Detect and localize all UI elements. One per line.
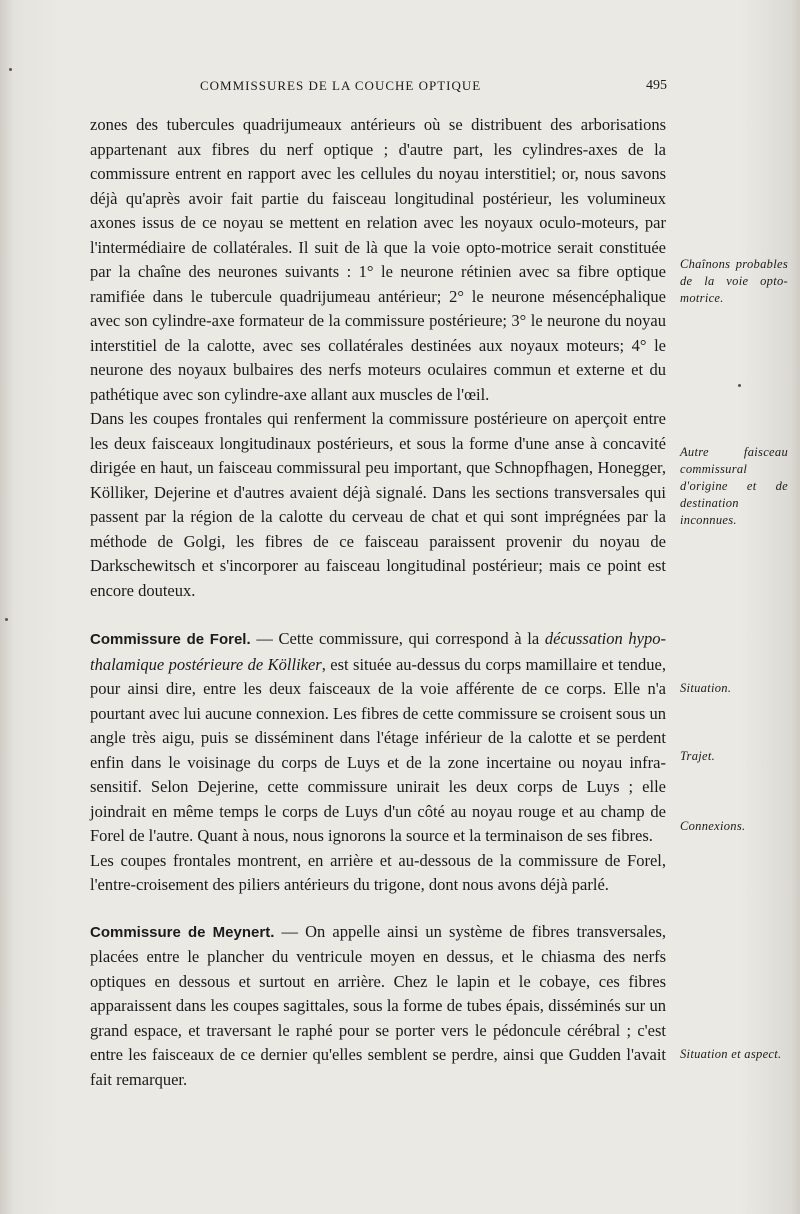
paragraph-commissure-forel [90,627,666,849]
forel-text-b: , est située au-dessus du corps mamillaire et tendue, pour ainsi dire, entre les deux faisceaux de la voie afférente de ce corps. Elle n'a pourtant avec lui aucune connexion. Les fibres de cette commissure se croisent sous un angle très aigu, puis se disséminent dans l'étage inférieur de la calotte et se perdent enfin dans le voisinage du corps de Luys et de la zone incertaine ou noyau infra-sensitif. Selon Dejerine, cette commissure unirait les deux corps de Luys ; elle joindrait en même temps le corps de Luys d'un côté au noyau rouge et au champ de Forel de l'autre. Quant à nous, nous ignorons la source et la terminaison de ses fibres. [90,654,666,845]
running-head: COMMISSURES DE LA COUCHE OPTIQUE [200,78,482,93]
page-number: 495 [646,78,667,93]
paragraph-faisceau-commissural-text: Dans les coupes frontales qui renferment la commissure postérieure on aperçoit entre les deux faisceaux longitudinaux postérieurs, et sous la forme d'une anse à concavité dirigée en haut, un faisceau commissural peu important, que Schnopfhagen, Honegger, Kölliker, Dejerine et d'autres avaient déjà signalé. Dans les sections transversales qui passent par la région de la calotte du cerveau de chat et qui sont imprégnées par la méthode de Golgi, les fibres de ce faisceau paraissent provenir du noyau de Darkschewitsch et s'incorporer au faisceau longitudinal postérieur; mais ce point est encore douteux. [90,409,666,600]
section-heading-meynert: Commissure de Meynert. [90,923,275,941]
section-heading-forel: Commissure de Forel. [90,631,251,648]
forel-text-italic: décussation hypo-thalamique postérieure de Kölliker [90,629,666,674]
scan-speck [9,68,12,71]
margin-note-situation-aspect: Situation et aspect. [680,1047,782,1061]
margin-note-chainons: Chaînons probables de la voie opto-motrice. [680,257,788,305]
scan-speck [5,618,8,621]
section-gap [90,603,666,627]
margin-note-trajet: Trajet. [680,749,716,763]
body-text [90,113,666,1092]
meynert-text: — On appelle ainsi un système de fibres transversales, placées entre le plancher du ventricule moyen en dessus, et le chiasma des nerfs optiques en dessous et surtout en arrière. Chez le lapin et le cobaye, ces fibres apparaissent dans les coupes sagittales, sous la forme de tubes épais, disséminés sur un grand espace, et traversant le raphé pour se porter vers le pédoncule cérébral ; c'est entre les faisceaux de ce dernier qu'elles semblent se perdre, ainsi que Gudden l'avait fait remarquer. [90,921,667,1089]
scan-speck [738,384,741,387]
margin-note-connexions: Connexions. [680,819,746,833]
margin-note-autre-faisceau: Autre faisceau commissural d'origine et de destination inconnues. [680,445,788,527]
forel-text-a: — Cette commissure, qui correspond à la [250,629,545,648]
paragraph-coupes-frontales: Les coupes frontales montrent, en arrière et au-dessous de la commissure de Forel, l'entre-croisement des piliers antérieurs du trigone, dont nous avons déjà parlé. [90,850,666,894]
paragraph-voie-opto-motrice: zones des tubercules quadrijumeaux antérieurs où se distribuent des arborisations appartenant aux fibres du nerf optique ; d'autre part, les cylindres-axes de la commissure entrent en rapport avec les cellules du noyau interstitiel; or, nous savons déjà qu'après avoir fait partie du faisceau longitudinal postérieur, les volumineux axones issus de ce noyau se mettent en relation avec les noyaux oculo-moteurs, par l'intermédiaire de collatérales. Il suit de là que la voie opto-motrice serait constituée par la chaîne des neurones suivants : 1° le neurone rétinien avec sa fibre optique ramifiée dans le tubercule quadrijumeau antérieur; 2° le neurone mésencéphalique avec son cylindre-axe formateur de la commissure postérieure; 3° le neurone du noyau interstitiel de la calotte, avec ses collatérales destinées aux noyaux moteurs; 4° le neurone des noyaux bulbaires des nerfs moteurs oculaires commun et externe et du pathétique avec son cylindre-axe allant aux muscles de l'œil. [90,115,666,404]
section-gap [90,898,666,920]
paragraph-faisceau-commissural [90,407,666,603]
paragraph-commissure-meynert [90,920,666,1093]
margin-note-situation: Situation. [680,681,732,695]
